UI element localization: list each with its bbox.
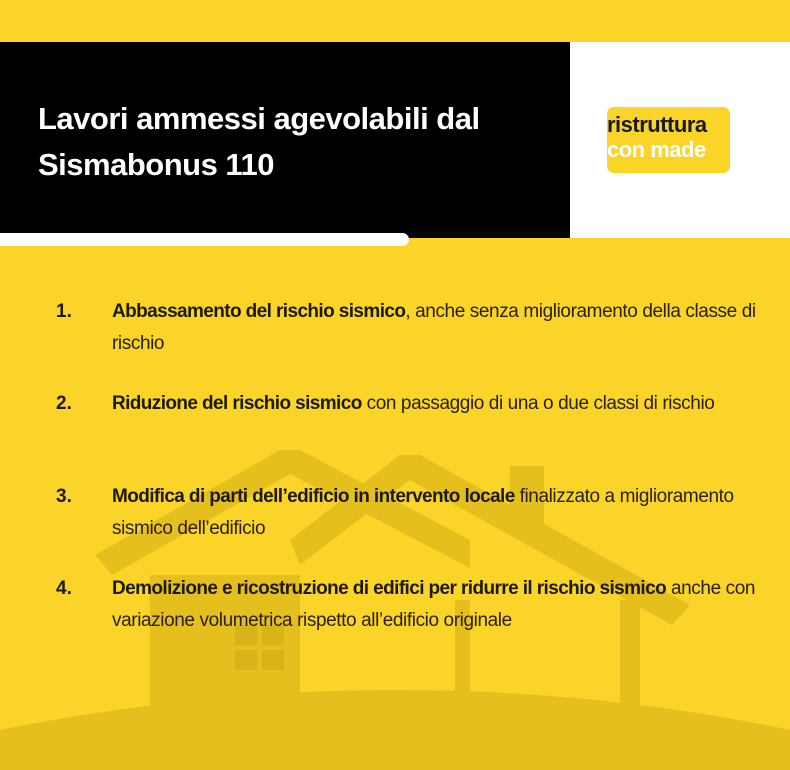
logo-text-accent: .it: [705, 137, 724, 162]
list-item-text: [112, 573, 762, 637]
page-title-line-1: Lavori ammessi agevolabili dal: [38, 101, 480, 136]
list-item-rest: finalizzato a miglioramento sismico dell’edificio: [112, 486, 734, 539]
logo-text-line-2: [607, 137, 767, 163]
list-item-number: 1.: [56, 301, 72, 322]
list-item-rest: , anche senza miglioramento della classe di rischio: [112, 301, 756, 354]
header-underline: [0, 233, 409, 246]
list-item-bold: Demolizione e ricostruzione di edifici per ridurre il rischio sismico: [112, 578, 667, 599]
list-item-number: 2.: [56, 393, 72, 414]
list-item-number: 4.: [56, 578, 72, 599]
logo-text-main: con made: [607, 137, 706, 162]
list-item-text: [112, 296, 762, 360]
list-item-rest: con passaggio di una o due classi di rischio: [361, 393, 715, 414]
logo-text-line-1: ristruttura: [607, 112, 707, 137]
list-item-bold: Abbassamento del rischio sismico: [112, 301, 406, 322]
list-item-text: [112, 388, 762, 420]
list-item-text: [112, 481, 762, 545]
page-title-line-2: Sismabonus 110: [38, 147, 274, 182]
list-item-bold: Riduzione del rischio sismico: [112, 393, 362, 414]
page-title: [38, 96, 558, 188]
list-item-rest: anche con variazione volumetrica rispetto all’edificio originale: [112, 578, 756, 631]
list-item-bold: Modifica di parti dell’edificio in intervento locale: [112, 486, 515, 507]
list-item-number: 3.: [56, 486, 72, 507]
logo-panel: [570, 42, 790, 238]
